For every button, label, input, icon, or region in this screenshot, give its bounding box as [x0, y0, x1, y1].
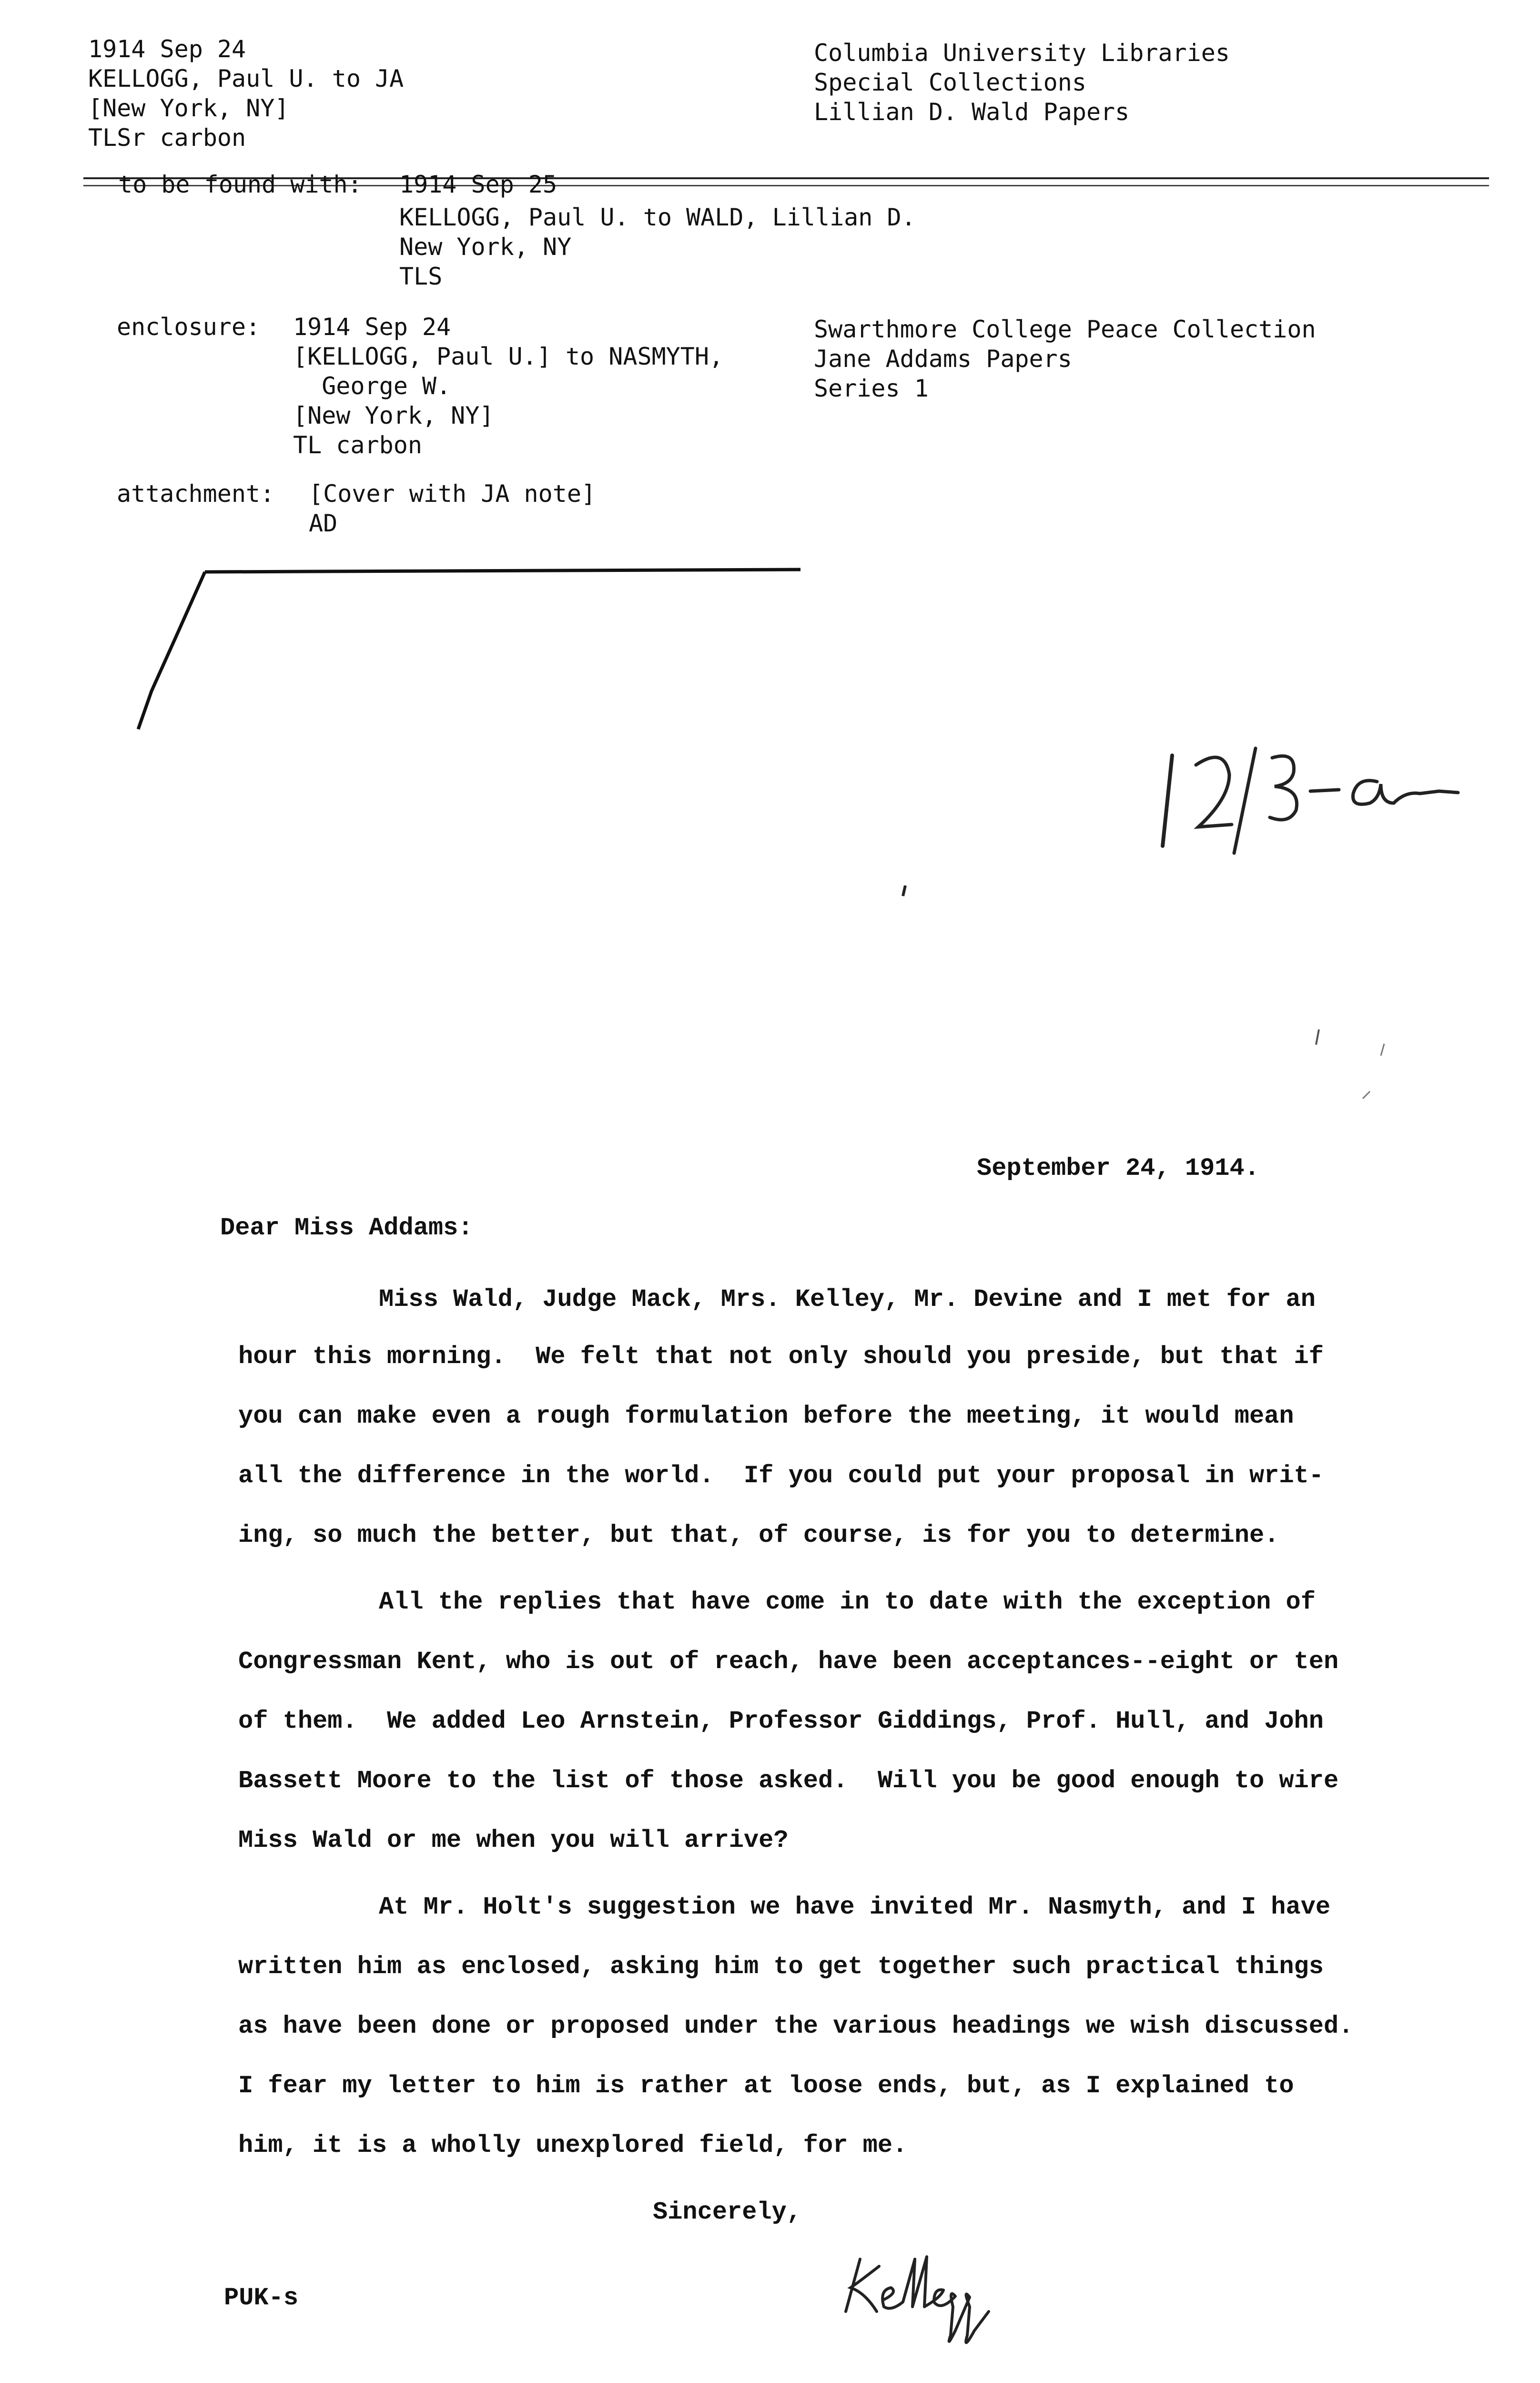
- card-doc-type: TLSr carbon: [88, 124, 246, 152]
- enclosure-place: [New York, NY]: [293, 402, 494, 429]
- found-with-place: New York, NY: [399, 233, 572, 261]
- collection-papers: Jane Addams Papers: [814, 345, 1072, 373]
- handwritten-folder-number: [1153, 736, 1496, 860]
- attachment-label: attachment:: [117, 480, 275, 508]
- card-repository: Columbia University Libraries: [814, 39, 1230, 67]
- letter-line: of them. We added Leo Arnstein, Professor Giddings, Prof. Hull, and John: [238, 1707, 1324, 1735]
- enclosure-label: enclosure:: [117, 313, 261, 341]
- found-with-type: TLS: [399, 263, 443, 290]
- letter-line: ing, so much the better, but that, of course, is for you to determine.: [238, 1521, 1279, 1549]
- card-place: [New York, NY]: [88, 94, 289, 122]
- enclosure-date: 1914 Sep 24: [293, 313, 451, 341]
- letter-line: you can make even a rough formulation before the meeting, it would mean: [238, 1402, 1294, 1430]
- letter-line: all the difference in the world. If you could put your proposal in writ-: [238, 1462, 1324, 1490]
- letter-line: hour this morning. We felt that not only should you preside, but that if: [238, 1343, 1324, 1371]
- enclosure-recipient-cont: George W.: [293, 372, 451, 400]
- stray-pencil-marks: [1287, 1010, 1410, 1115]
- typist-initials: PUK-s: [224, 2284, 299, 2312]
- letter-date: September 24, 1914.: [977, 1154, 1259, 1182]
- collection-name: Swarthmore College Peace Collection: [814, 316, 1316, 343]
- handwritten-signature: [831, 2240, 1079, 2359]
- letter-line: Miss Wald, Judge Mack, Mrs. Kelley, Mr. Devine and I met for an: [379, 1285, 1316, 1314]
- letter-line: Bassett Moore to the list of those asked. Will you be good enough to wire: [238, 1767, 1339, 1795]
- collection-series: Series 1: [814, 375, 929, 402]
- found-with-date: 1914 Sep 25: [399, 171, 557, 198]
- letter-line: Congressman Kent, who is out of reach, have been acceptances--eight or ten: [238, 1648, 1339, 1676]
- letter-salutation: Dear Miss Addams:: [220, 1214, 473, 1242]
- enclosure-correspondence: [KELLOGG, Paul U.] to NASMYTH,: [293, 343, 724, 370]
- letter-line: written him as enclosed, asking him to get together such practical things: [238, 1953, 1324, 1981]
- letter-closing: Sincerely,: [653, 2198, 802, 2226]
- letter-line: I fear my letter to him is rather at loose ends, but, as I explained to: [238, 2072, 1294, 2100]
- card-date: 1914 Sep 24: [88, 35, 246, 63]
- card-repository-collection: Lillian D. Wald Papers: [814, 98, 1130, 126]
- letter-line: Miss Wald or me when you will arrive?: [238, 1826, 789, 1854]
- letter-line: All the replies that have come in to date with the exception of: [379, 1588, 1316, 1616]
- found-with-correspondence: KELLOGG, Paul U. to WALD, Lillian D.: [399, 204, 916, 231]
- letter-line: as have been done or proposed under the various headings we wish discussed.: [238, 2012, 1354, 2040]
- card-repository-division: Special Collections: [814, 69, 1086, 96]
- attachment-description: [Cover with JA note]: [309, 480, 596, 508]
- letter-line: At Mr. Holt's suggestion we have invited Mr. Nasmyth, and I have: [379, 1893, 1331, 1921]
- found-with-label: to be found with:: [118, 171, 362, 198]
- card-correspondence: KELLOGG, Paul U. to JA: [88, 65, 404, 92]
- attachment-type: AD: [309, 509, 338, 537]
- enclosure-type: TL carbon: [293, 431, 422, 459]
- letter-line: him, it is a wholly unexplored field, for me.: [238, 2131, 908, 2159]
